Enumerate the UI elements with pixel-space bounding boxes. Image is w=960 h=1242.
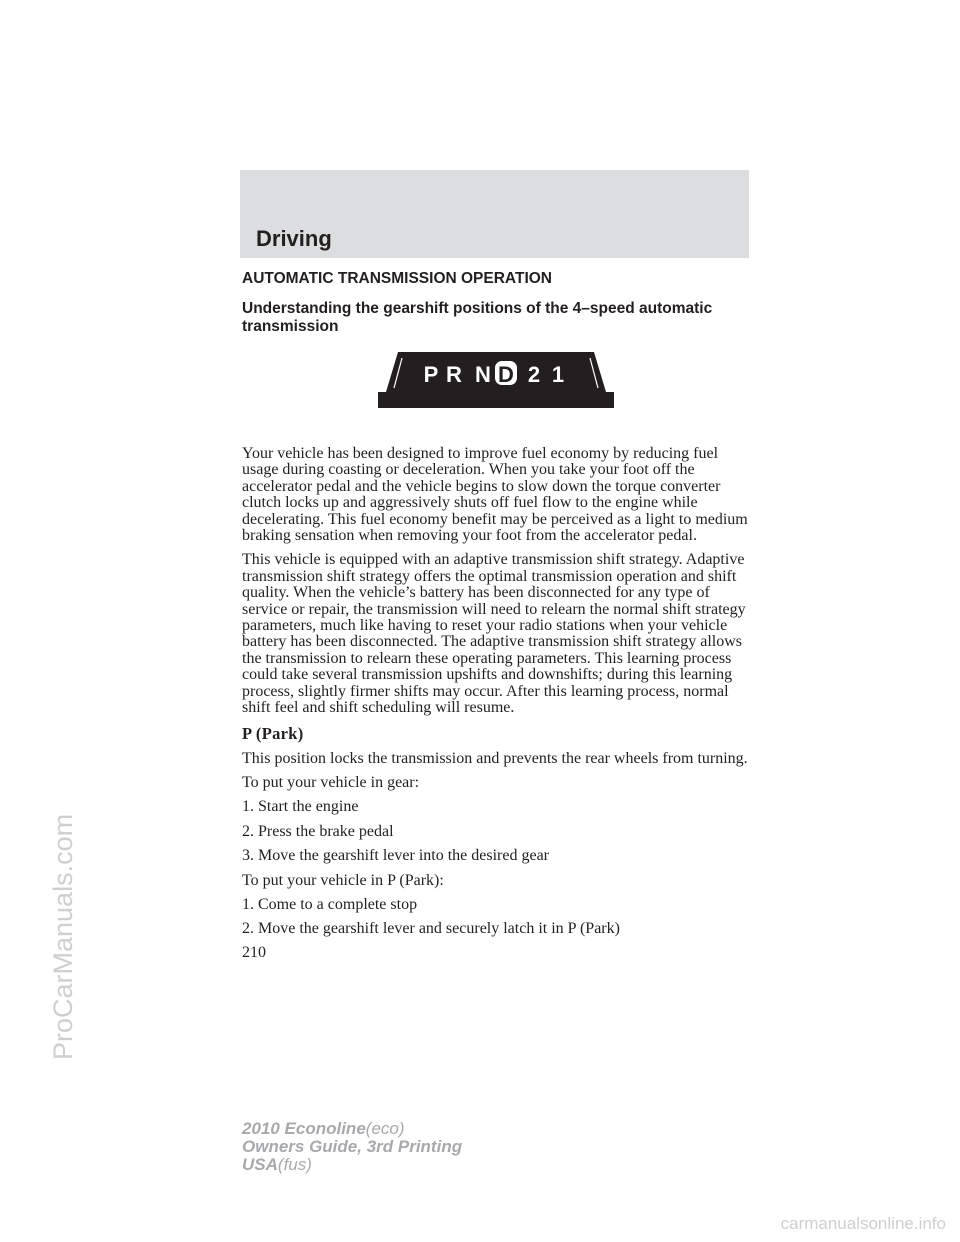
paragraph-adaptive-shift: This vehicle is equipped with an adaptive transmission shift strategy. Adaptive transmission shift strategy offers the optimal transmission operation and shift quality. When the vehicle’s battery has been disconnected for any type of service or repair, the transmission will need to relearn the normal shift strategy parameters, much like having to reset your radio stations when your vehicle battery has been disconnected. The adaptive transmission shift strategy allows the transmission to relearn these operating parameters. This learning process could take several transmission upshifts and downshifts; during this learning process, slightly firmer shifts may occur. After this learning process, normal shift feel and shift scheduling will resume. (242, 551, 746, 717)
in-park-step: 1. Come to a complete stop (242, 895, 418, 913)
side-watermark: ProCarManuals.com (48, 813, 78, 1060)
paragraph-fuel-economy: Your vehicle has been designed to improve fuel economy by reducing fuel usage during coasting or deceleration. When you take your foot off the accelerator pedal and the vehicle begins to slow down the torque converter clutch locks up and aggressively shuts off fuel flow to the engine while decelerating. This fuel economy benefit may be perceived as a light to medium braking sensation when removing your foot from the accelerator pedal. (242, 445, 748, 545)
footer-region-code: (fus) (277, 1155, 312, 1174)
sub-heading: Understanding the gearshift positions of the 4–speed automatic transmission (242, 300, 713, 335)
gear-position-d: D (498, 362, 514, 387)
in-park-step: 2. Move the gearshift lever and securely latch it in P (Park) (242, 920, 620, 938)
footer-line-region (242, 1156, 462, 1174)
bottom-right-watermark: carmanualsonline.info (780, 1214, 946, 1233)
document-footer (242, 1120, 462, 1174)
footer-line-guide (242, 1138, 462, 1156)
footer-model-code: (eco) (365, 1119, 405, 1138)
in-gear-intro: To put your vehicle in gear: (242, 773, 420, 791)
in-gear-step: 2. Press the brake pedal (242, 822, 394, 840)
gear-panel-base (378, 392, 614, 408)
section-header-title: Driving (256, 226, 332, 251)
gear-indicator-graphic (378, 352, 614, 408)
footer-region: USA (242, 1155, 278, 1174)
footer-guide: Owners Guide, 3rd Printing (242, 1137, 463, 1156)
gear-position-n: N (475, 362, 491, 387)
footer-line-model (242, 1120, 462, 1138)
in-gear-step: 1. Start the engine (242, 798, 359, 816)
gear-position-p: P (423, 362, 439, 387)
gear-indicator-figure (242, 344, 754, 436)
gear-position-r: R (446, 362, 462, 387)
gear-position-1: 1 (551, 362, 565, 387)
in-gear-step: 3. Move the gearshift lever into the desired gear (242, 847, 549, 865)
in-park-intro: To put your vehicle in P (Park): (242, 871, 444, 889)
page-number: 210 (242, 943, 266, 961)
park-description: This position locks the transmission and prevents the rear wheels from turning. (242, 749, 748, 767)
footer-model: 2010 Econoline (242, 1119, 366, 1138)
park-heading: P (Park) (242, 723, 304, 743)
page-content (242, 270, 754, 962)
gear-position-2: 2 (527, 362, 541, 387)
section-heading: AUTOMATIC TRANSMISSION OPERATION (242, 270, 552, 287)
